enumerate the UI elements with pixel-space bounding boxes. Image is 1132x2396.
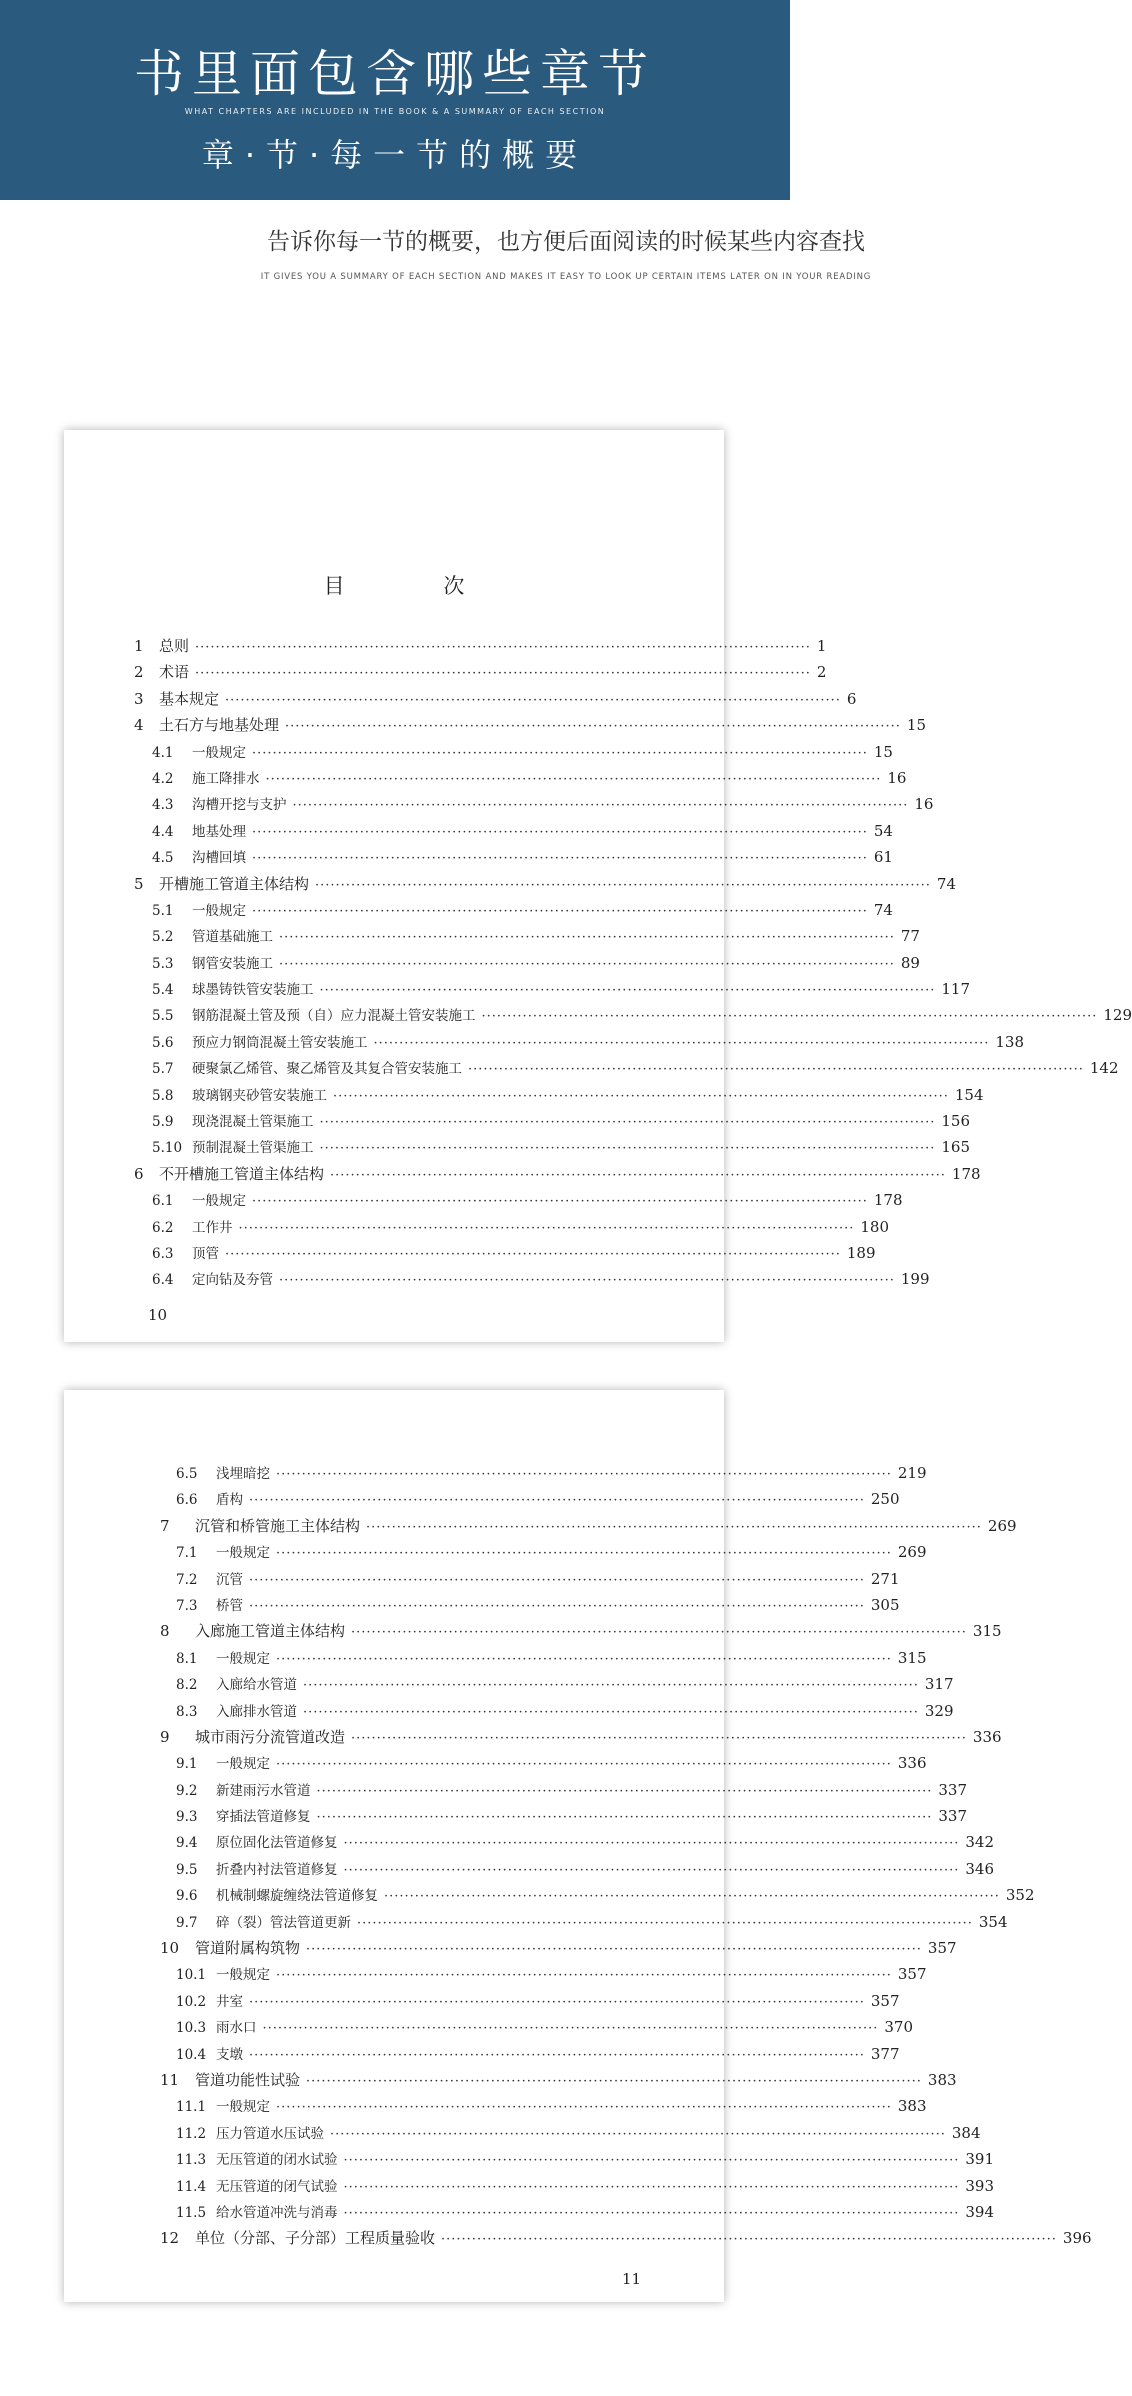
toc-entry-number: 5.4	[152, 982, 174, 999]
toc-entry-page: 180	[860, 1217, 890, 1236]
toc-entry-page: 16	[887, 768, 907, 787]
toc-leader-dots: ························································································································	[357, 1915, 973, 1931]
toc-entry	[64, 1488, 900, 1514]
toc-leader-dots: ························································································································	[481, 1009, 1098, 1025]
toc-leader-dots: ························································································································	[279, 1273, 895, 1289]
toc-entry	[64, 793, 934, 819]
toc-leader-dots: ························································································································	[315, 877, 931, 893]
book-page-1	[64, 430, 1132, 1342]
toc-entry-page: 354	[978, 1912, 1008, 1931]
toc-entry-title: 给水管道冲洗与消毒	[216, 2204, 338, 2221]
toc-entry-number: 9.1	[176, 1756, 198, 1773]
toc-entry	[64, 1990, 900, 2016]
toc-entry-number: 10	[160, 1939, 180, 1958]
toc-entry-title: 入廊给水管道	[216, 1677, 297, 1694]
toc-entry-page: 370	[884, 2018, 914, 2037]
toc-entry-title: 开槽施工管道主体结构	[159, 874, 310, 893]
toc-entry-page: 357	[870, 1991, 900, 2010]
toc-entry-number: 6.4	[152, 1272, 174, 1289]
toc-list	[64, 1462, 1092, 2254]
toc-entry	[64, 978, 971, 1004]
toc-entry	[64, 1858, 995, 1884]
toc-entry-title: 一般规定	[216, 1545, 270, 1562]
page-number: 11	[622, 2270, 642, 2288]
toc-entry-page: 357	[927, 1939, 957, 1958]
toc-entry	[64, 2095, 927, 2121]
toc-entry-page: 178	[873, 1191, 903, 1210]
toc-leader-dots: ························································································································	[276, 1546, 892, 1562]
toc-entry-page: 189	[846, 1243, 876, 1262]
toc-entry	[64, 661, 827, 687]
toc-entry-page: 61	[873, 848, 893, 867]
toc-entry	[64, 925, 920, 951]
toc-entry	[64, 1752, 927, 1778]
toc-entry-number: 4.2	[152, 770, 174, 787]
toc-entry	[64, 1805, 968, 1831]
toc-entry-title: 入廊排水管道	[216, 1703, 297, 1720]
toc-entry-page: 269	[987, 1516, 1017, 1535]
toc-leader-dots: ························································································································	[276, 1968, 892, 1984]
toc-entry	[64, 1462, 927, 1488]
toc-entry-page: 336	[972, 1727, 1002, 1746]
toc-entry	[64, 899, 893, 925]
toc-entry-number: 4.4	[152, 823, 174, 840]
toc-entry-page: 346	[965, 1859, 995, 1878]
toc-entry-number: 9.2	[176, 1782, 198, 1799]
toc-entry-title: 城市雨污分流管道改造	[195, 1727, 346, 1746]
toc-entry	[64, 635, 827, 661]
toc-entry-number: 6.2	[152, 1219, 174, 1236]
toc-entry-page: 337	[938, 1780, 968, 1799]
toc-entry-title: 不开槽施工管道主体结构	[159, 1164, 325, 1183]
toc-entry-page: 357	[897, 1965, 927, 1984]
banner-subtitle: 章·节·每一节的概要	[201, 136, 589, 174]
toc-entry-number: 8.3	[176, 1703, 198, 1720]
toc-entry-number: 5.3	[152, 955, 174, 972]
toc-entry-page: 317	[924, 1675, 954, 1694]
toc-entry-page: 269	[897, 1543, 927, 1562]
toc-entry-title: 钢筋混凝土管及预（自）应力混凝土管安装施工	[192, 1008, 476, 1025]
toc-entry	[64, 1031, 1025, 1057]
toc-entry-title: 盾构	[216, 1492, 243, 1509]
toc-leader-dots: ························································································································	[292, 798, 909, 814]
toc-leader-dots: ························································································································	[303, 1678, 919, 1694]
toc-entry-page: 305	[870, 1595, 900, 1614]
toc-leader-dots: ························································································································	[249, 2047, 865, 2063]
toc-entry-page: 383	[897, 2097, 927, 2116]
toc-entry	[64, 767, 907, 793]
toc-entry	[64, 1647, 927, 1673]
toc-entry-number: 6.6	[176, 1492, 198, 1509]
toc-entry-title: 单位（分部、子分部）工程质量验收	[195, 2229, 436, 2248]
toc-leader-dots: ························································································································	[249, 1598, 865, 1614]
toc-leader-dots: ························································································································	[343, 1862, 960, 1878]
toc-entry-number: 3	[134, 689, 144, 708]
toc-entry	[64, 1541, 927, 1567]
toc-entry-number: 5.1	[152, 902, 174, 919]
toc-entry-title: 玻璃钢夹砂管安装施工	[192, 1087, 327, 1104]
toc-entry	[64, 2122, 981, 2148]
toc-entry-title: 定向钻及夯管	[192, 1272, 273, 1289]
toc-entry-page: 178	[951, 1164, 981, 1183]
toc-entry	[64, 2227, 1092, 2253]
toc-leader-dots: ························································································································	[279, 930, 895, 946]
toc-entry-title: 无压管道的闭气试验	[216, 2178, 338, 2195]
toc-entry-number: 4.3	[152, 797, 174, 814]
toc-entry-page: 15	[906, 716, 926, 735]
toc-leader-dots: ························································································································	[252, 745, 868, 761]
toc-entry-number: 11.3	[176, 2152, 207, 2169]
toc-entry	[64, 1937, 957, 1963]
toc-entry	[64, 1779, 968, 1805]
toc-leader-dots: ························································································································	[468, 1062, 1084, 1078]
toc-leader-dots: ························································································································	[265, 771, 882, 787]
toc-leader-dots: ························································································································	[195, 666, 811, 682]
book-page-2	[64, 1390, 1092, 2302]
toc-leader-dots: ························································································································	[276, 2100, 892, 2116]
toc-entry-number: 10.2	[176, 1993, 207, 2010]
toc-leader-dots: ························································································································	[252, 1194, 868, 1210]
toc-entry-page: 1	[816, 637, 827, 655]
toc-entry-page: 396	[1062, 2229, 1092, 2248]
toc-list	[64, 635, 1132, 1295]
toc-entry-page: 154	[954, 1085, 984, 1104]
toc-entry-title: 术语	[159, 663, 190, 682]
toc-entry-title: 钢管安装施工	[192, 955, 273, 972]
toc-entry-number: 9.7	[176, 1914, 198, 1931]
toc-entry	[64, 1831, 995, 1857]
toc-entry-title: 工作井	[192, 1219, 233, 1236]
toc-leader-dots: ························································································································	[373, 1035, 990, 1051]
toc-entry-number: 5.6	[152, 1034, 174, 1051]
toc-entry-title: 一般规定	[192, 744, 246, 761]
toc-entry-title: 一般规定	[216, 1967, 270, 1984]
toc-entry-title: 碎（裂）管法管道更新	[216, 1914, 351, 1931]
toc-entry	[64, 1911, 1008, 1937]
toc-entry	[64, 1620, 1002, 1646]
toc-entry-page: 250	[870, 1490, 900, 1509]
toc-entry-title: 基本规定	[159, 689, 220, 708]
toc-entry-number: 5.9	[152, 1114, 174, 1131]
toc-entry	[64, 1515, 1017, 1541]
toc-entry-number: 5.8	[152, 1087, 174, 1104]
toc-leader-dots: ························································································································	[330, 2126, 946, 2142]
toc-entry-page: 89	[900, 953, 920, 972]
toc-leader-dots: ························································································································	[238, 1220, 855, 1236]
toc-entry-title: 折叠内衬法管道修复	[216, 1861, 338, 1878]
toc-entry-page: 129	[1103, 1006, 1132, 1025]
toc-entry-title: 一般规定	[216, 2099, 270, 2116]
toc-leader-dots: ························································································································	[306, 2073, 922, 2089]
toc-entry-page: 2	[816, 663, 827, 682]
toc-leader-dots: ························································································································	[249, 1572, 865, 1588]
toc-entry-title: 入廊施工管道主体结构	[195, 1622, 346, 1641]
toc-entry	[64, 741, 893, 767]
toc-entry-title: 现浇混凝土管渠施工	[192, 1114, 314, 1131]
toc-leader-dots: ························································································································	[249, 1493, 865, 1509]
toc-entry-title: 土石方与地基处理	[159, 716, 280, 735]
toc-entry-number: 4.1	[152, 744, 174, 761]
toc-entry-page: 219	[897, 1464, 927, 1482]
toc-leader-dots: ························································································································	[276, 1467, 892, 1482]
toc-entry	[64, 714, 926, 740]
toc-entry-title: 预制混凝土管渠施工	[192, 1140, 314, 1157]
toc-entry-page: 377	[870, 2044, 900, 2063]
toc-entry-number: 10.3	[176, 2020, 207, 2037]
toc-leader-dots: ························································································································	[195, 640, 811, 655]
toc-entry-number: 5.7	[152, 1061, 174, 1078]
toc-entry-title: 一般规定	[216, 1650, 270, 1667]
toc-entry	[64, 1084, 984, 1110]
toc-leader-dots: ························································································································	[343, 2153, 960, 2169]
intro-text-en: IT GIVES YOU A SUMMARY OF EACH SECTION AND MAKES IT EASY TO LOOK UP CERTAIN ITEMS LATER ON IN YOUR READING	[260, 272, 872, 282]
toc-entry-title: 井室	[216, 1993, 243, 2010]
toc-entry-title: 一般规定	[192, 1193, 246, 1210]
toc-entry-title: 预应力钢筒混凝土管安装施工	[192, 1034, 368, 1051]
toc-entry-number: 4.5	[152, 850, 174, 867]
toc-entry	[64, 1568, 900, 1594]
toc-entry	[64, 2175, 995, 2201]
toc-leader-dots: ························································································································	[319, 1141, 936, 1157]
toc-entry	[64, 1884, 1035, 1910]
toc-entry	[64, 1700, 954, 1726]
toc-leader-dots: ························································································································	[225, 692, 841, 708]
toc-entry-number: 9.4	[176, 1835, 198, 1852]
toc-entry-title: 顶管	[192, 1245, 219, 1262]
toc-entry	[64, 2043, 900, 2069]
toc-leader-dots: ························································································································	[285, 719, 901, 735]
toc-entry-number: 10.4	[176, 2046, 207, 2063]
toc-entry-number: 8.2	[176, 1677, 198, 1694]
toc-entry-page: 336	[897, 1754, 927, 1773]
toc-entry-number: 9.6	[176, 1888, 198, 1905]
toc-entry-page: 77	[900, 927, 920, 946]
toc-leader-dots: ························································································································	[333, 1088, 949, 1104]
toc-entry-title: 桥管	[216, 1597, 243, 1614]
toc-leader-dots: ························································································································	[316, 1783, 933, 1799]
toc-entry	[64, 2016, 914, 2042]
toc-entry-number: 11.5	[176, 2204, 207, 2221]
toc-leader-dots: ························································································································	[351, 1625, 967, 1641]
toc-entry-page: 329	[924, 1701, 954, 1720]
toc-entry-title: 沉管和桥管施工主体结构	[195, 1516, 361, 1535]
toc-entry-number: 5.10	[152, 1140, 183, 1157]
toc-entry-number: 4	[134, 716, 144, 735]
toc-entry-title: 硬聚氯乙烯管、聚乙烯管及其复合管安装施工	[192, 1061, 462, 1078]
toc-entry	[64, 820, 893, 846]
toc-entry-page: 342	[965, 1833, 995, 1852]
toc-entry-title: 浅埋暗挖	[216, 1466, 270, 1482]
toc-entry-number: 2	[134, 663, 144, 682]
toc-entry-page: 383	[927, 2070, 957, 2089]
toc-leader-dots: ························································································································	[249, 1994, 865, 2010]
toc-entry-page: 337	[938, 1807, 968, 1826]
toc-entry-number: 7.2	[176, 1571, 198, 1588]
toc-entry-page: 384	[951, 2123, 981, 2142]
toc-entry-title: 无压管道的闭水试验	[216, 2152, 338, 2169]
toc-leader-dots: ························································································································	[303, 1704, 919, 1720]
toc-entry	[64, 1189, 903, 1215]
toc-entry-title: 球墨铸铁管安装施工	[192, 982, 314, 999]
toc-leader-dots: ························································································································	[225, 1246, 841, 1262]
toc-entry	[64, 1594, 900, 1620]
toc-leader-dots: ························································································································	[441, 2232, 1057, 2248]
toc-entry	[64, 2201, 995, 2227]
toc-entry-page: 74	[873, 900, 893, 919]
toc-leader-dots: ························································································································	[252, 824, 868, 840]
toc-leader-dots: ························································································································	[366, 1519, 982, 1535]
toc-entry-number: 1	[134, 637, 144, 655]
toc-entry-page: 391	[965, 2150, 995, 2169]
page-number: 10	[148, 1306, 168, 1324]
toc-leader-dots: ························································································································	[319, 1115, 936, 1131]
toc-entry-title: 新建雨污水管道	[216, 1782, 311, 1799]
toc-entry-number: 8.1	[176, 1650, 198, 1667]
toc-leader-dots: ························································································································	[384, 1889, 1000, 1905]
toc-entry	[64, 1963, 927, 1989]
toc-entry-title: 支墩	[216, 2046, 243, 2063]
toc-entry-number: 6.3	[152, 1245, 174, 1262]
toc-entry	[64, 873, 956, 899]
header-banner	[0, 0, 790, 200]
toc-entry-page: 199	[900, 1270, 930, 1289]
toc-entry-page: 315	[897, 1648, 927, 1667]
toc-entry-title: 施工降排水	[192, 770, 260, 787]
toc-entry-title: 沟槽回填	[192, 850, 246, 867]
toc-entry	[64, 846, 893, 872]
toc-entry-page: 54	[873, 821, 893, 840]
toc-entry-number: 9.5	[176, 1861, 198, 1878]
toc-entry-page: 74	[936, 874, 956, 893]
toc-entry	[64, 1216, 890, 1242]
toc-entry	[64, 1673, 954, 1699]
toc-leader-dots: ························································································································	[343, 1836, 960, 1852]
toc-entry-page: 394	[965, 2202, 995, 2221]
toc-entry-number: 5	[134, 874, 144, 893]
toc-entry-title: 雨水口	[216, 2020, 257, 2037]
toc-entry-title: 地基处理	[192, 823, 246, 840]
toc-entry-title: 总则	[159, 637, 190, 655]
toc-entry-page: 117	[941, 980, 971, 999]
toc-entry-title: 管道基础施工	[192, 929, 273, 946]
toc-leader-dots: ························································································································	[343, 2179, 960, 2195]
toc-entry	[64, 1004, 1132, 1030]
toc-entry-title: 一般规定	[192, 902, 246, 919]
toc-entry	[64, 1057, 1119, 1083]
toc-entry-page: 393	[965, 2176, 995, 2195]
toc-entry-page: 165	[941, 1138, 971, 1157]
toc-entry-number: 6.5	[176, 1466, 198, 1482]
toc-entry-title: 沉管	[216, 1571, 243, 1588]
toc-leader-dots: ························································································································	[276, 1651, 892, 1667]
toc-title: 目 次	[323, 574, 511, 598]
toc-entry-number: 9.3	[176, 1809, 198, 1826]
toc-leader-dots: ························································································································	[252, 851, 868, 867]
toc-entry-number: 11.2	[176, 2125, 207, 2142]
toc-entry	[64, 1110, 971, 1136]
toc-leader-dots: ························································································································	[343, 2205, 960, 2221]
toc-entry	[64, 952, 920, 978]
toc-entry-page: 15	[873, 742, 893, 761]
toc-entry	[64, 1136, 971, 1162]
toc-entry	[64, 1726, 1002, 1752]
toc-leader-dots: ························································································································	[351, 1730, 967, 1746]
toc-entry-title: 管道附属构筑物	[195, 1939, 301, 1958]
toc-entry-title: 机械制螺旋缠绕法管道修复	[216, 1888, 378, 1905]
toc-entry-number: 11.1	[176, 2099, 207, 2116]
toc-entry-page: 271	[870, 1569, 900, 1588]
toc-entry-title: 原位固化法管道修复	[216, 1835, 338, 1852]
toc-entry-number: 5.5	[152, 1008, 174, 1025]
toc-leader-dots: ························································································································	[319, 983, 936, 999]
toc-entry-page: 352	[1005, 1886, 1035, 1905]
toc-entry-title: 管道功能性试验	[195, 2070, 301, 2089]
toc-entry-number: 11.4	[176, 2178, 207, 2195]
intro-text: 告诉你每一节的概要，也方便后面阅读的时候某些内容查找	[267, 229, 865, 255]
toc-entry-page: 142	[1089, 1059, 1119, 1078]
toc-entry-title: 压力管道水压试验	[216, 2125, 324, 2142]
toc-leader-dots: ························································································································	[316, 1810, 933, 1826]
toc-leader-dots: ························································································································	[306, 1942, 922, 1958]
toc-entry-number: 7.3	[176, 1597, 198, 1614]
toc-entry-number: 9	[160, 1727, 170, 1746]
toc-entry-number: 7	[160, 1516, 170, 1535]
toc-leader-dots: ························································································································	[262, 2021, 879, 2037]
toc-entry-number: 12	[160, 2229, 180, 2248]
toc-entry-page: 315	[972, 1622, 1002, 1641]
toc-entry-number: 6.1	[152, 1193, 174, 1210]
toc-entry-number: 10.1	[176, 1967, 207, 1984]
toc-entry-number: 7.1	[176, 1545, 198, 1562]
toc-leader-dots: ························································································································	[252, 903, 868, 919]
toc-leader-dots: ························································································································	[279, 956, 895, 972]
toc-entry	[64, 688, 857, 714]
toc-entry-page: 138	[995, 1032, 1025, 1051]
toc-entry	[64, 1268, 930, 1294]
toc-entry-title: 一般规定	[216, 1756, 270, 1773]
toc-entry	[64, 1242, 876, 1268]
toc-entry-number: 6	[134, 1164, 144, 1183]
banner-subtitle-en: WHAT CHAPTERS ARE INCLUDED IN THE BOOK & A SUMMARY OF EACH SECTION	[184, 107, 606, 116]
toc-leader-dots: ························································································································	[330, 1167, 946, 1183]
toc-entry-title: 穿插法管道修复	[216, 1809, 311, 1826]
toc-entry	[64, 2148, 995, 2174]
toc-entry-page: 6	[846, 689, 857, 708]
toc-entry-page: 156	[941, 1112, 971, 1131]
toc-entry-number: 8	[160, 1622, 170, 1641]
banner-title: 书里面包含哪些章节	[134, 45, 656, 103]
toc-entry-number: 11	[160, 2070, 180, 2089]
toc-entry	[64, 2069, 957, 2095]
toc-entry-number: 5.2	[152, 929, 174, 946]
toc-entry	[64, 1163, 981, 1189]
toc-entry-page: 16	[914, 795, 934, 814]
toc-entry-title: 沟槽开挖与支护	[192, 797, 287, 814]
toc-leader-dots: ························································································································	[276, 1757, 892, 1773]
